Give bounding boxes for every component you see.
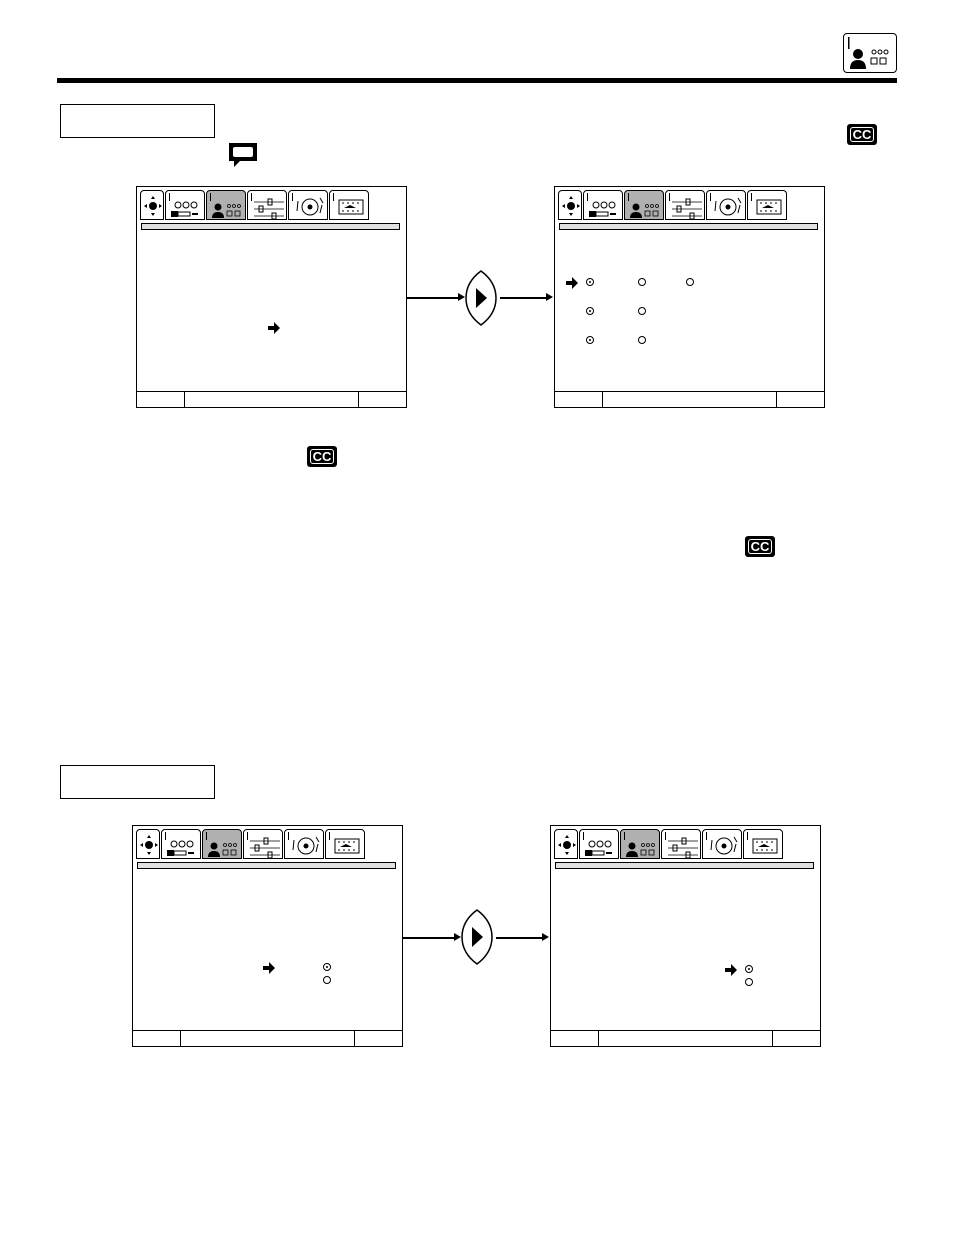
osd-status-cell: [599, 1031, 773, 1046]
osd-tab-setup-icon[interactable]: [620, 829, 660, 859]
osd-tab-film-icon[interactable]: [743, 829, 783, 859]
osd-screen-after: [554, 186, 825, 408]
setup-icon: [207, 191, 247, 221]
closed-caption-icon: CC: [847, 124, 877, 145]
osd-tab-setup-icon[interactable]: [624, 190, 664, 220]
osd-tab-audio-disc-icon[interactable]: [706, 190, 746, 220]
osd-tab-navigation-icon[interactable]: [554, 829, 578, 859]
osd-tab-audio-settings-icon[interactable]: [247, 190, 287, 220]
audio-disc-icon: [285, 830, 325, 860]
osd-title-bar: [141, 223, 400, 230]
speech-bubble-icon: [228, 142, 258, 168]
osd-tab-video-input-icon[interactable]: [161, 829, 201, 859]
osd-tab-audio-disc-icon[interactable]: [702, 829, 742, 859]
navigation-icon: [137, 830, 161, 860]
header-rule: [57, 78, 897, 83]
osd-status-cell: [185, 392, 359, 407]
osd-tab-setup-icon[interactable]: [202, 829, 242, 859]
osd-tab-film-icon[interactable]: [329, 190, 369, 220]
osd-tab-video-input-icon[interactable]: [579, 829, 619, 859]
connector-line: [407, 297, 459, 299]
setup-icon: [621, 830, 661, 860]
osd-tab-video-input-icon[interactable]: [165, 190, 205, 220]
osd-status-cell: [137, 392, 185, 407]
osd-screen-before: [136, 186, 407, 408]
film-icon: [744, 830, 784, 860]
radio-unselected[interactable]: [638, 278, 646, 286]
setup-icon: [203, 830, 243, 860]
osd-status-cell: [181, 1031, 355, 1046]
film-icon: [330, 191, 370, 221]
osd-title-bar: [555, 862, 814, 869]
audio-settings-icon: [248, 191, 288, 221]
video-input-icon: [580, 830, 620, 860]
connector-line: [403, 937, 455, 939]
osd-status-bar: [137, 391, 406, 407]
navigation-icon: [555, 830, 579, 860]
section-2-label-box: [60, 765, 215, 799]
connector-arrowhead: [458, 293, 465, 301]
radio-unselected[interactable]: [638, 307, 646, 315]
osd-status-cell: [603, 392, 777, 407]
audio-disc-icon: [703, 830, 743, 860]
osd-screen-after-2: [550, 825, 821, 1047]
osd-tab-bar: [554, 829, 784, 861]
right-arrow-button[interactable]: [465, 270, 497, 331]
osd-status-bar: [551, 1030, 820, 1046]
video-input-icon: [162, 830, 202, 860]
osd-tab-audio-disc-icon[interactable]: [288, 190, 328, 220]
osd-tab-navigation-icon[interactable]: [140, 190, 164, 220]
connector-line: [496, 937, 542, 939]
osd-tab-navigation-icon[interactable]: [136, 829, 160, 859]
closed-caption-icon: CC: [745, 536, 775, 557]
osd-tab-audio-disc-icon[interactable]: [284, 829, 324, 859]
film-icon: [748, 191, 788, 221]
osd-tab-film-icon[interactable]: [747, 190, 787, 220]
osd-title-bar: [559, 223, 818, 230]
radio-selected[interactable]: [586, 278, 594, 286]
osd-tab-audio-settings-icon[interactable]: [243, 829, 283, 859]
audio-disc-icon: [289, 191, 329, 221]
audio-settings-icon: [666, 191, 706, 221]
osd-status-cell: [551, 1031, 599, 1046]
video-input-icon: [166, 191, 206, 221]
setup-person-icon: [843, 33, 897, 73]
radio-selected[interactable]: [745, 965, 753, 973]
radio-selected[interactable]: [323, 963, 331, 971]
selection-pointer-icon: [263, 961, 275, 979]
radio-unselected[interactable]: [638, 336, 646, 344]
radio-unselected[interactable]: [323, 976, 331, 984]
osd-tab-audio-settings-icon[interactable]: [661, 829, 701, 859]
osd-tab-bar: [558, 190, 788, 222]
navigation-icon: [559, 191, 583, 221]
connector-arrowhead: [546, 293, 553, 301]
connector-line: [500, 297, 546, 299]
osd-tab-video-input-icon[interactable]: [583, 190, 623, 220]
radio-unselected[interactable]: [745, 978, 753, 986]
film-icon: [326, 830, 366, 860]
osd-status-cell: [555, 392, 603, 407]
audio-settings-icon: [662, 830, 702, 860]
video-input-icon: [584, 191, 624, 221]
osd-tab-film-icon[interactable]: [325, 829, 365, 859]
osd-screen-before-2: [132, 825, 403, 1047]
radio-selected[interactable]: [586, 336, 594, 344]
section-1-label-box: [60, 104, 215, 138]
osd-tab-bar: [136, 829, 366, 861]
setup-icon: [625, 191, 665, 221]
osd-tab-bar: [140, 190, 370, 222]
connector-arrowhead: [542, 933, 549, 941]
osd-tab-audio-settings-icon[interactable]: [665, 190, 705, 220]
selection-pointer-icon: [725, 963, 737, 981]
selection-pointer-icon: [268, 321, 280, 339]
osd-status-bar: [555, 391, 824, 407]
connector-arrowhead: [454, 933, 461, 941]
radio-selected[interactable]: [586, 307, 594, 315]
audio-settings-icon: [244, 830, 284, 860]
osd-title-bar: [137, 862, 396, 869]
osd-tab-navigation-icon[interactable]: [558, 190, 582, 220]
osd-status-cell: [133, 1031, 181, 1046]
radio-unselected[interactable]: [686, 278, 694, 286]
navigation-icon: [141, 191, 165, 221]
selection-pointer-icon: [566, 276, 578, 294]
osd-status-bar: [133, 1030, 402, 1046]
audio-disc-icon: [707, 191, 747, 221]
closed-caption-icon: CC: [307, 446, 337, 467]
osd-tab-setup-icon[interactable]: [206, 190, 246, 220]
right-arrow-button[interactable]: [461, 909, 493, 970]
